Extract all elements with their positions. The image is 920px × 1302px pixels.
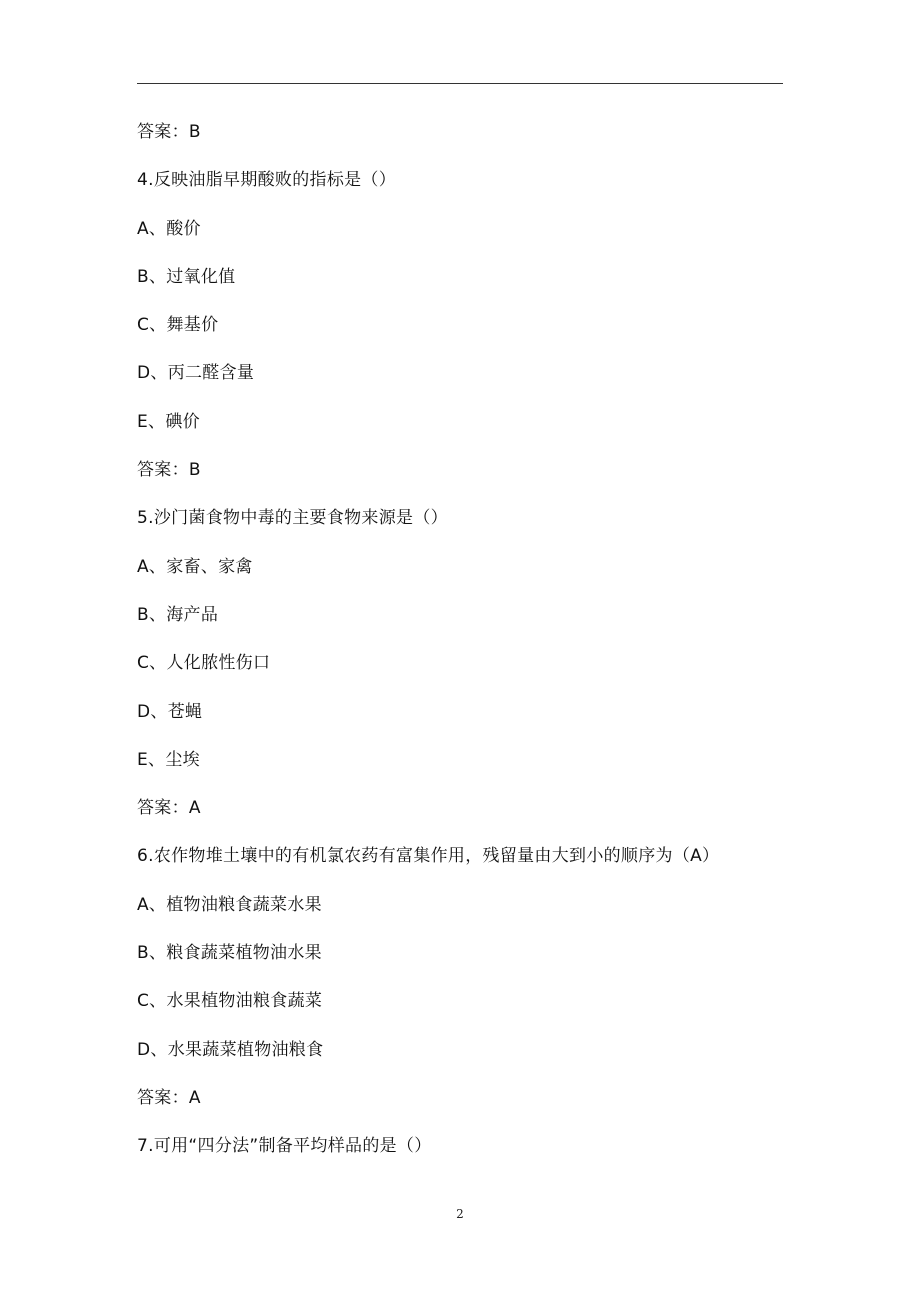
option-line: A、植物油粮食蔬菜水果 (137, 894, 322, 915)
answer-line: 答案：A (137, 798, 201, 819)
option-line: C、人化脓性伤口 (137, 653, 271, 674)
answer-line: 答案：B (137, 122, 201, 142)
page-number: 2 (456, 1207, 464, 1221)
option-line: A、酸价 (137, 218, 201, 239)
option-line: C、舞基价 (137, 315, 219, 336)
option-line: B、过氧化值 (137, 266, 236, 287)
answer-line: 答案：A (137, 1087, 201, 1108)
header-divider (137, 83, 783, 84)
option-line: A、家畜、家禽 (137, 556, 253, 577)
option-line: D、水果蔬菜植物油粮食 (137, 1039, 324, 1060)
option-line: C、水果植物油粮食蔬菜 (137, 991, 323, 1012)
option-line: E、尘埃 (137, 749, 200, 770)
option-line: B、粮食蔬菜植物油水果 (137, 943, 322, 964)
option-line: D、苍蝇 (137, 701, 203, 722)
option-line: E、碘价 (137, 411, 200, 432)
option-line: D、丙二醛含量 (137, 363, 255, 384)
question-4: 4.反映油脂早期酸败的指标是（） (137, 170, 397, 191)
page-body (137, 114, 797, 1177)
option-line: B、海产品 (137, 604, 219, 625)
question-6: 6.农作物堆土壤中的有机氯农药有富集作用，残留量由大到小的顺序为（A） (137, 846, 720, 867)
question-5: 5.沙门菌食物中毒的主要食物来源是（） (137, 508, 448, 529)
question-7: 7.可用“四分法”制备平均样品的是（） (137, 1136, 432, 1157)
answer-line: 答案：B (137, 460, 201, 481)
